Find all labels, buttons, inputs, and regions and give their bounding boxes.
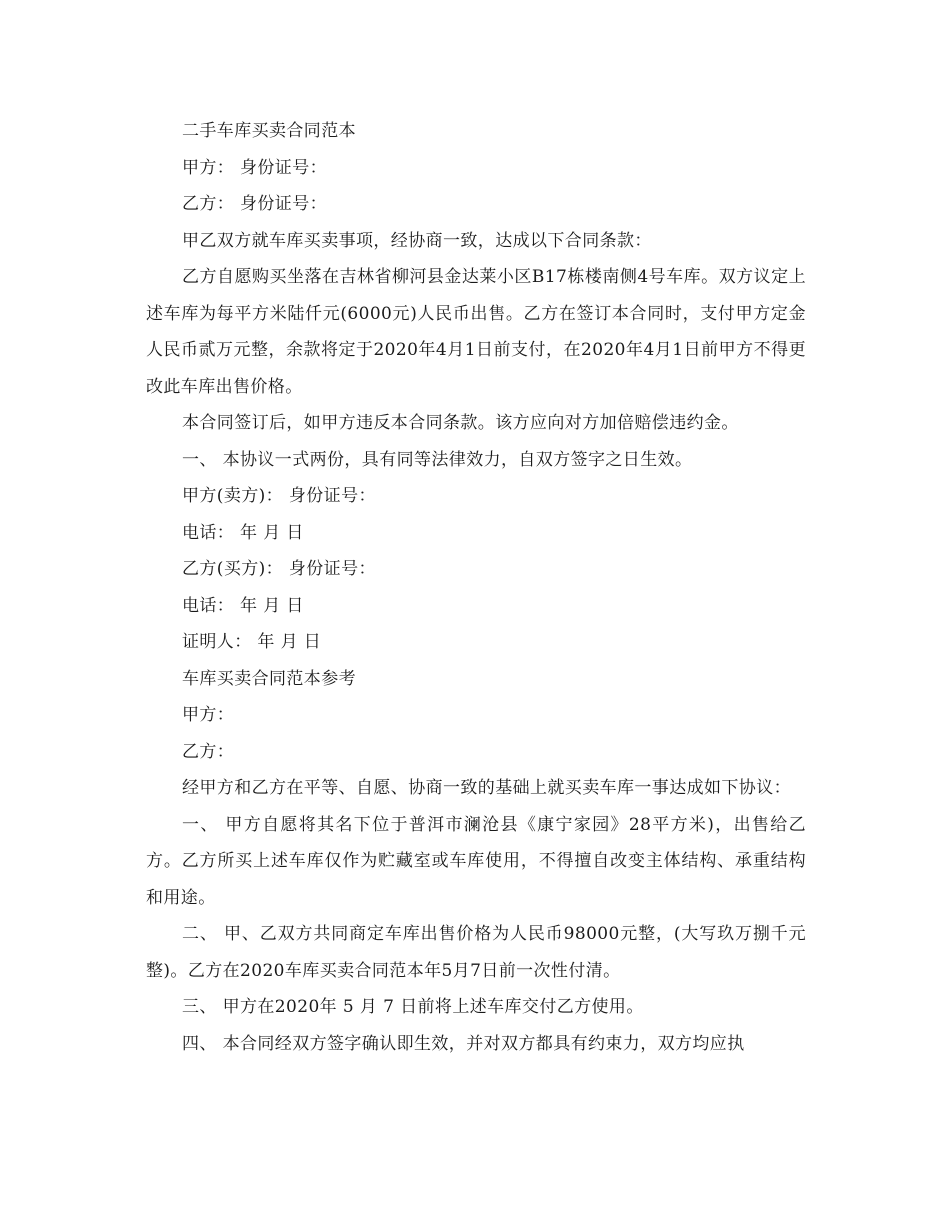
document-body bbox=[146, 113, 806, 1062]
clause-one-paragraph: 一、 本协议一式两份，具有同等法律效力，自双方签字之日生效。 bbox=[182, 449, 693, 470]
seller-phone-date-line: 电话： 年 月 日 bbox=[182, 522, 304, 543]
party-a-line: 甲方： 身份证号： bbox=[182, 157, 328, 178]
buyer-phone-date-line: 电话： 年 月 日 bbox=[182, 595, 304, 616]
reference-clause-two: 二、 甲、乙双方共同商定车库出售价格为人民币98000元整，(大写玖万捌千元整)。乙方在2020车库买卖合同范本年5月7日前一次性付清。 bbox=[146, 924, 806, 981]
reference-clause-one: 一、 甲方自愿将其名下位于普洱市澜沧县《康宁家园》28平方米)，出售给乙方。乙方所买上述车库仅作为贮藏室或车库使用，不得擅自改变主体结构、承重结构和用途。 bbox=[146, 814, 806, 908]
seller-signature-line: 甲方(卖方)： 身份证号： bbox=[182, 486, 376, 506]
reference-clause-three: 三、 甲方在2020年 5 月 7 日前将上述车库交付乙方使用。 bbox=[182, 997, 644, 1017]
reference-party-b-line: 乙方： bbox=[182, 741, 235, 762]
reference-title: 车库买卖合同范本参考 bbox=[182, 668, 356, 689]
buyer-signature-line: 乙方(买方)： 身份证号： bbox=[182, 559, 376, 579]
reference-intro-paragraph: 经甲方和乙方在平等、自愿、协商一致的基础上就买卖车库一事达成如下协议： bbox=[182, 778, 791, 798]
purchase-terms-paragraph: 乙方自愿购买坐落在吉林省柳河县金达莱小区B17栋楼南侧4号车库。双方议定上述车库为每平方米陆仟元(6000元)人民币出售。乙方在签订本合同时，支付甲方定金人民币贰万元整，余款将定于2020年4月1日前支付，在2020年4月1日前甲方不得更改此车库出售价格。 bbox=[146, 267, 806, 397]
breach-clause-paragraph: 本合同签订后，如甲方违反本合同条款。该方应向对方加倍赔偿违约金。 bbox=[182, 413, 739, 433]
party-b-line: 乙方： 身份证号： bbox=[182, 194, 328, 214]
reference-party-a-line: 甲方： bbox=[182, 705, 235, 725]
witness-line: 证明人： 年 月 日 bbox=[182, 632, 322, 652]
intro-paragraph: 甲乙双方就车库买卖事项，经协商一致，达成以下合同条款： bbox=[182, 230, 652, 251]
document-title: 二手车库买卖合同范本 bbox=[182, 121, 356, 141]
reference-clause-four: 四、 本合同经双方签字确认即生效，并对双方都具有约束力，双方均应执 bbox=[182, 1033, 745, 1054]
